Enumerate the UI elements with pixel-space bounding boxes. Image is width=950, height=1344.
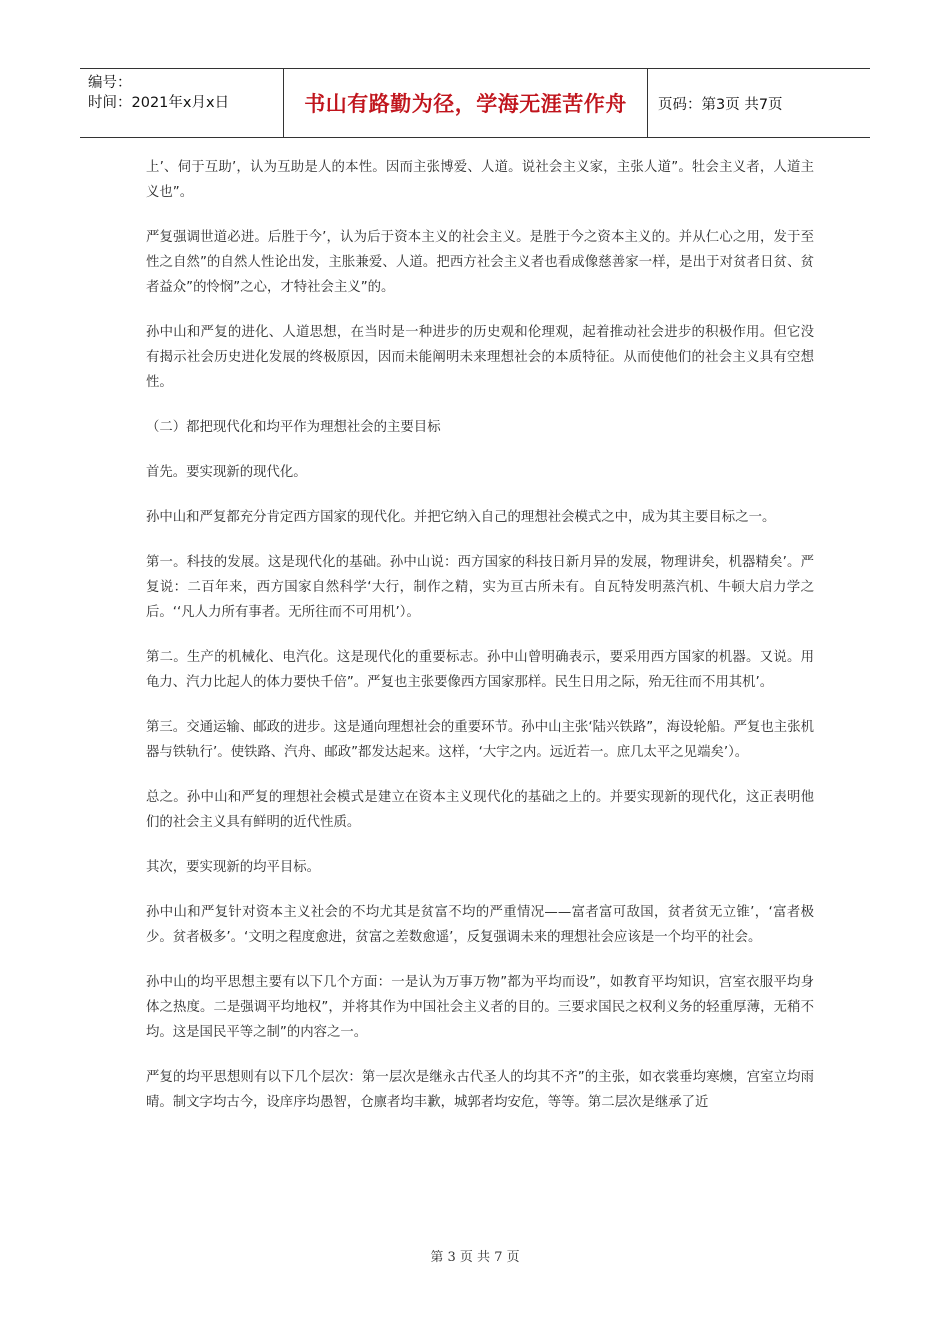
paragraph: 严复的均平思想则有以下几个层次：第一层次是继永古代圣人的均其不齐”的主张，如衣裳垂均寒燠，宫室立均雨晴。制文字均古今，设庠序均愚智，仓廪者均丰歉，城郭者均安危，等等。第二层次是继承了近: [146, 1070, 814, 1110]
paragraph: 孙中山和严复针对资本主义社会的不均尤其是贫富不均的严重情况——富者富可敌国，贫者贫无立锥’，‘富者极少。贫者极多’。‘文明之程度愈进，贫富之差数愈遥’，反复强调未来的理想社会应该是一个均平的社会。: [146, 905, 814, 945]
header-meta: [80, 69, 284, 137]
paragraph: 第三。交通运输、邮政的进步。这是通向理想社会的重要环节。孙中山主张‘陆兴铁路”，海设轮船。严复也主张机器与铁轨行’。使铁路、汽舟、邮政”都发达起来。这样，‘大宇之内。远近若一。庶几太平之见端矣’）。: [146, 720, 814, 760]
page-footer: 第 3 页 共 7 页: [430, 1250, 520, 1265]
paragraph: 其次，要实现新的均平目标。: [146, 860, 321, 875]
paragraph: 第二。生产的机械化、电汽化。这是现代化的重要标志。孙中山曾明确表示，要采用西方国家的机器。又说。用龟力、汽力比起人的体力要快千倍”。严复也主张要像西方国家那样。民生日用之际，殆无往而不用其机’。: [146, 650, 814, 690]
paragraph: 孙中山的均平思想主要有以下几个方面：一是认为万事万物”都为平均而设”，如教育平均知识，宫室衣服平均身体之热度。二是强调平均地权”，并将其作为中国社会主义者的目的。三要求国民之权利义务的轻重厚薄，无稍不均。这是国民平等之制”的内容之一。: [146, 975, 814, 1040]
paragraph: 第一。科技的发展。这是现代化的基础。孙中山说：西方国家的科技日新月异的发展，物理讲矣，机器精矣’。严复说：二百年来，西方国家自然科学‘大行，制作之精，实为亘古所未有。自瓦特发明蒸汽机、牛顿大启力学之后。‘‘凡人力所有事者。无所往而不可用机’）。: [146, 555, 814, 620]
document-body: [146, 155, 814, 1135]
number-label: 编号：: [88, 75, 132, 91]
section-heading: （二）都把现代化和均平作为理想社会的主要目标: [146, 420, 441, 435]
paragraph: 首先。要实现新的现代化。: [146, 465, 307, 480]
header-page-label: 页码：第3页 共7页: [658, 96, 783, 113]
paragraph: 上’、伺于互助’，认为互助是人的本性。因而主张博爱、人道。说社会主义家，主张人道”。牡会主义者，人道主义也”。: [146, 160, 814, 200]
document-header: [80, 68, 870, 138]
paragraph: 孙中山和严复的进化、人道思想，在当时是一种进步的历史观和伦理观，起着推动社会进步的积极作用。但它没有揭示社会历史进化发展的终极原因，因而未能阐明未来理想社会的本质特征。从而使他们的社会主义具有空想性。: [146, 325, 814, 390]
time-label: 时间：2021年x月x日: [88, 95, 230, 111]
paragraph: 孙中山和严复都充分肯定西方国家的现代化。并把它纳入自己的理想社会模式之中，成为其主要目标之一。: [146, 510, 776, 525]
paragraph: 总之。孙中山和严复的理想社会模式是建立在资本主义现代化的基础之上的。并要实现新的现代化，这正表明他们的社会主义具有鲜明的近代性质。: [146, 790, 814, 830]
paragraph: 严复强调世道必进。后胜于今’，认为后于资本主义的社会主义。是胜于今之资本主义的。并从仁心之用，发于至性之自然”的自然人性论出发，主胀兼爱、人道。把西方社会主义者也看成像慈善家一样，是出于对贫者日贫、贫者益众”的怜悯”之心，才特社会主义”的。: [146, 230, 814, 295]
header-motto: 书山有路勤为径，学海无涯苦作舟: [284, 69, 648, 137]
